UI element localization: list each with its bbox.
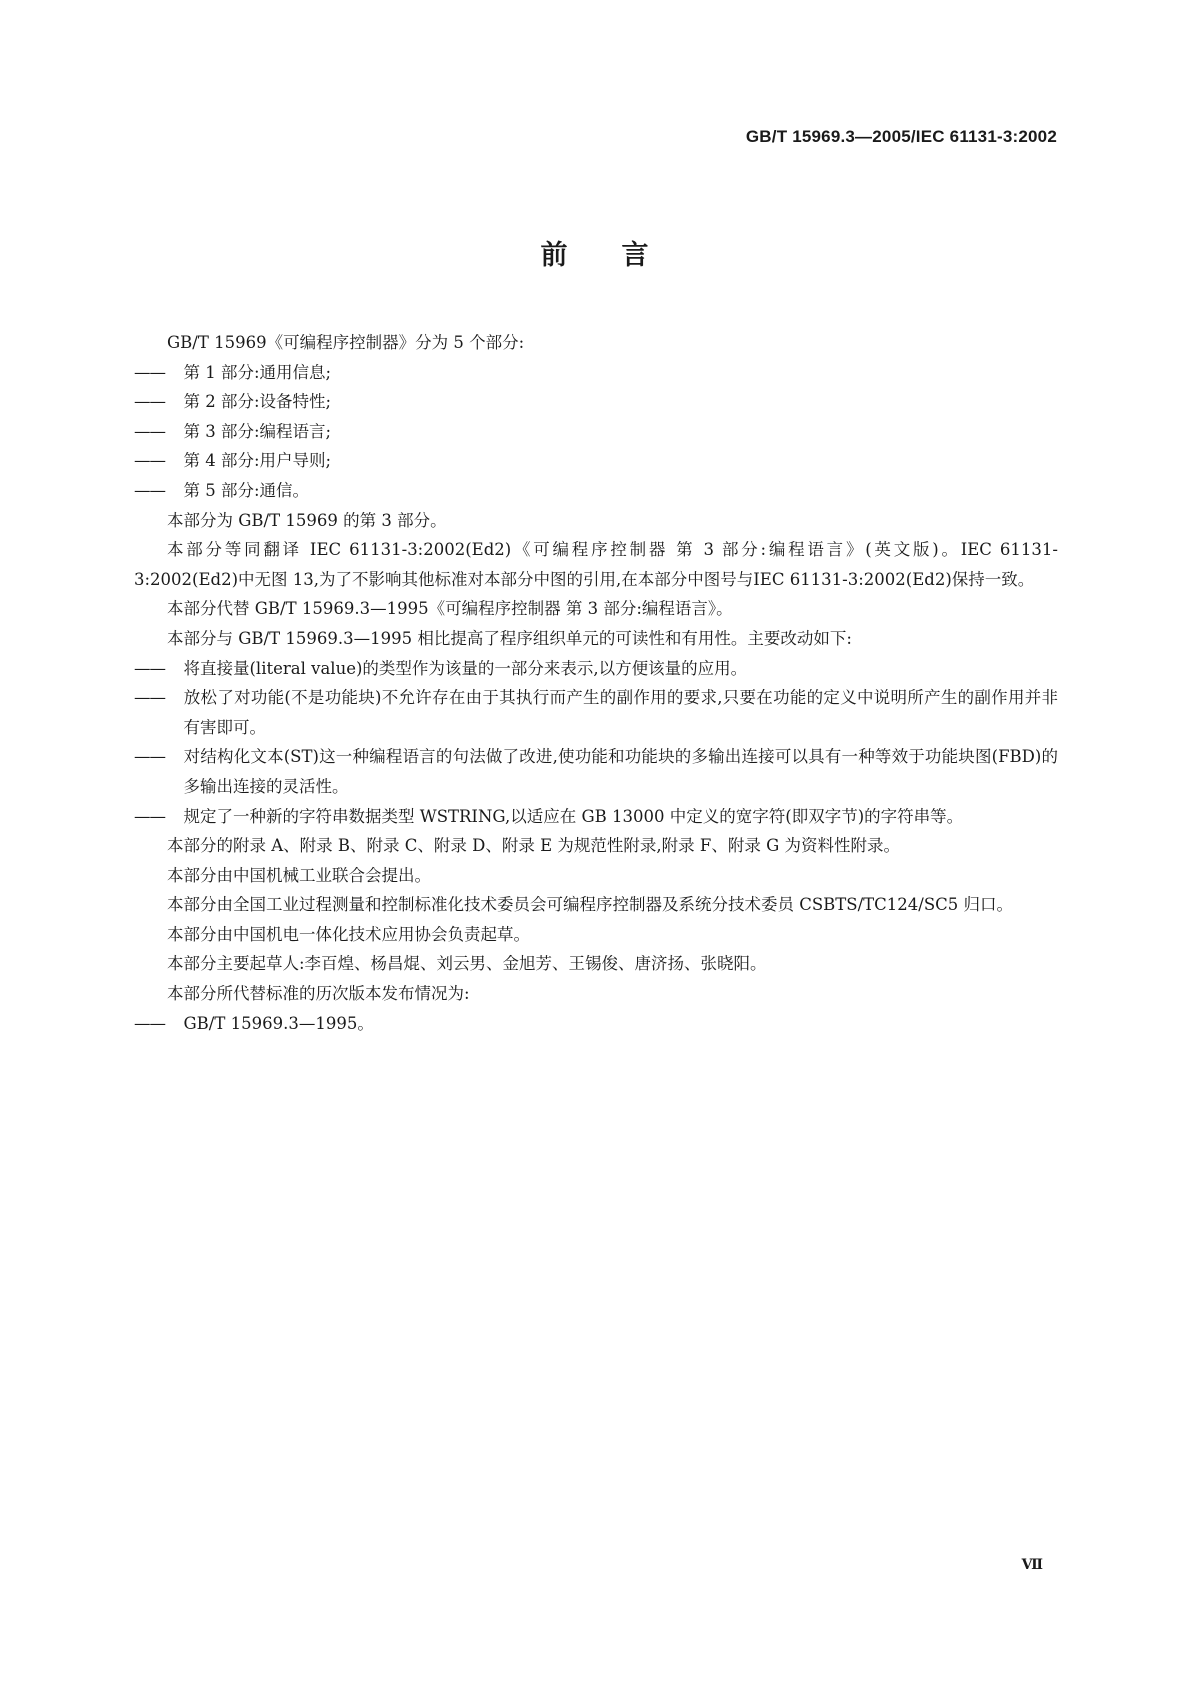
paragraph xyxy=(134,861,1058,891)
paragraph-text: 本部分主要起草人:李百煌、杨昌焜、刘云男、金旭芳、王锡俊、唐济扬、张晓阳。 xyxy=(167,954,767,974)
paragraph-text: 第 2 部分:设备特性; xyxy=(183,392,332,412)
paragraph-text: 本部分由中国机电一体化技术应用协会负责起草。 xyxy=(167,924,530,944)
paragraph-text: 第 1 部分:通用信息; xyxy=(183,362,332,382)
dash-list-item xyxy=(134,358,1058,388)
paragraph-text: 本部分由全国工业过程测量和控制标准化技术委员会可编程序控制器及系统分技术委员 CSBTS/TC124/SC5 归口。 xyxy=(167,895,1014,915)
paragraph xyxy=(134,535,1058,594)
paragraph xyxy=(134,920,1058,950)
dash-marker xyxy=(134,1009,184,1039)
dash-marker xyxy=(134,476,184,506)
dash-marker xyxy=(134,683,184,713)
standard-code: GB/T 15969.3—2005/IEC 61131-3:2002 xyxy=(745,127,1057,146)
dash-marker xyxy=(134,358,184,388)
paragraph xyxy=(134,506,1058,536)
paragraph-text: GB/T 15969.3—1995。 xyxy=(183,1013,374,1033)
paragraph xyxy=(134,594,1058,624)
paragraph-text: 本部分由中国机械工业联合会提出。 xyxy=(167,865,431,885)
paragraph-text: 本部分等同翻译 IEC 61131-3:2002(Ed2)《可编程序控制器 第 3 部分:编程语言》(英文版)。IEC 61131-3:2002(Ed2)中无图 13,为了不影响其他标准对本部分中图的引用,在本部分中图号与IEC 61131-3:2002(Ed2)保持一致。 xyxy=(134,540,1058,589)
paragraph-text: 将直接量(literal value)的类型作为该量的一部分来表示,以方便该量的应用。 xyxy=(183,658,748,678)
dash-marker xyxy=(134,742,184,772)
dash-list-item xyxy=(134,802,1058,832)
paragraph-text: 本部分为 GB/T 15969 的第 3 部分。 xyxy=(167,510,447,530)
paragraph-text: 本部分的附录 A、附录 B、附录 C、附录 D、附录 E 为规范性附录,附录 F、附录 G 为资料性附录。 xyxy=(167,836,901,856)
dash-marker xyxy=(134,446,184,476)
dash-list-item xyxy=(134,417,1058,447)
title-char-1: 前 xyxy=(540,240,570,271)
paragraph xyxy=(134,831,1058,861)
paragraph xyxy=(134,624,1058,654)
dash-marker xyxy=(134,802,184,832)
paragraph-text: 规定了一种新的字符串数据类型 WSTRING,以适应在 GB 13000 中定义的宽字符(即双字节)的字符串等。 xyxy=(183,806,964,826)
paragraph-text: GB/T 15969《可编程序控制器》分为 5 个部分: xyxy=(167,333,525,352)
page-number: Ⅶ xyxy=(1021,1557,1043,1573)
paragraph-text: 本部分与 GB/T 15969.3—1995 相比提高了程序组织单元的可读性和有用性。主要改动如下: xyxy=(167,628,852,648)
dash-list-item xyxy=(134,387,1058,417)
dash-list-item xyxy=(134,742,1058,801)
dash-marker xyxy=(134,417,184,447)
dash-list-item xyxy=(134,476,1058,506)
preface-body xyxy=(134,328,1058,1038)
dash-marker xyxy=(134,387,184,417)
dash-list-item xyxy=(134,654,1058,684)
paragraph xyxy=(134,890,1058,920)
page-title xyxy=(0,233,1191,272)
paragraph-text: 第 3 部分:编程语言; xyxy=(183,421,332,441)
paragraph-text: 本部分代替 GB/T 15969.3—1995《可编程序控制器 第 3 部分:编程语言》。 xyxy=(167,599,733,619)
dash-list-item xyxy=(134,446,1058,476)
title-char-2: 言 xyxy=(621,240,651,271)
paragraph-text: 对结构化文本(ST)这一种编程语言的句法做了改进,使功能和功能块的多输出连接可以具有一种等效于功能块图(FBD)的多输出连接的灵活性。 xyxy=(183,747,1058,796)
paragraph-text: 本部分所代替标准的历次版本发布情况为: xyxy=(167,984,470,1004)
paragraph-text: 放松了对功能(不是功能块)不允许存在由于其执行而产生的副作用的要求,只要在功能的定义中说明所产生的副作用并非有害即可。 xyxy=(183,688,1058,737)
dash-list-item xyxy=(134,683,1058,742)
dash-list-item xyxy=(134,1009,1058,1039)
dash-marker xyxy=(134,654,184,684)
paragraph-text: 第 5 部分:通信。 xyxy=(183,480,310,500)
paragraph xyxy=(134,949,1058,979)
paragraph xyxy=(134,979,1058,1009)
paragraph-text: 第 4 部分:用户导则; xyxy=(183,451,332,471)
paragraph xyxy=(134,328,1058,358)
